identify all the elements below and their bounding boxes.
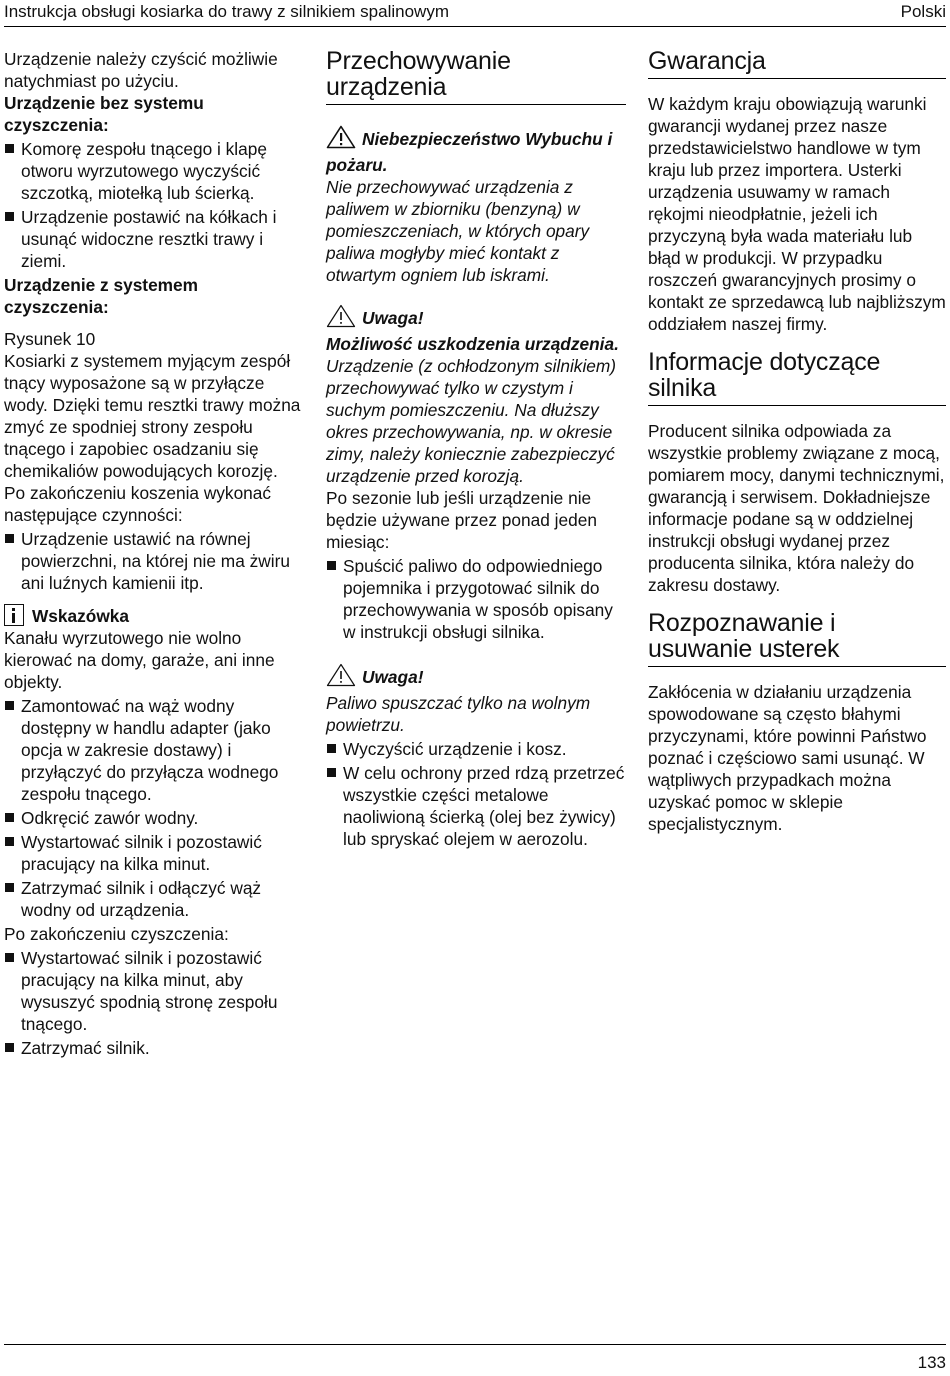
warning-triangle-icon [326,663,356,692]
list-item: Odkręcić zawór wodny. [4,807,304,829]
list-item: Spuścić paliwo do odpowiedniego pojemnika i przygotować silnik do przechowywania w sposób opisany w instrukcji obsługi silnika. [326,555,626,643]
warning-triangle-icon [326,304,356,333]
caution-text: Paliwo spuszczać tylko na wolnym powietrzu. [326,693,591,735]
no-system-list [4,138,304,272]
season-list [326,555,626,643]
engine-text: Producent silnika odpowiada za wszystkie problemy związane z mocą, pomiarem mocy, danymi technicznymi, gwarancją i serwisem. Dokładniejsze informacje podane są w oddzielnej instrukcji obsługi wydanej przez producenta silnika, która należy do zakresu dostawy. [648,421,945,595]
list-item: Zamontować na wąż wodny dostępny w handlu adapter (jako opcja w zakresie dostawy) i przyłączyć do przyłącza wodnego zespołu tnącego. [4,695,304,805]
list-item: Zatrzymać silnik. [4,1037,304,1059]
footer-divider [4,1344,946,1345]
note-text: Kanału wyrzutowego nie wolno kierować na domy, garaże, ani inne objekty. [4,628,275,692]
list-item: Wystartować silnik i pozostawić pracujący na kilka minut, aby wysuszyć spodnią stronę zespołu tnącego. [4,947,304,1035]
after-cleaning-list [4,947,304,1059]
page-number: 133 [917,1353,946,1372]
language-label: Polski [900,2,946,21]
danger-block [326,125,626,176]
column-warranty [648,48,946,835]
warning-triangle-icon [326,125,356,154]
caution-subtitle: Możliwość uszkodzenia urządzenia. [326,334,619,354]
with-system-heading: Urządzenie z systemem czyszczenia: [4,275,199,317]
warranty-heading: Gwarancja [648,48,946,79]
info-icon [4,604,24,626]
danger-text: Nie przechowywać urządzenia z paliwem w zbiorniku (benzyną) w pomieszczeniach, w których opary paliwa mogłyby mieć kontakt z otwartym ogniem lub iskrami. [326,177,590,285]
engine-heading: Informacje dotyczące silnika [648,349,946,406]
cleaning-steps-list [4,695,304,921]
season-text: Po sezonie lub jeśli urządzenie nie będzie używane przez ponad jeden miesiąc: [326,488,597,552]
storage-heading: Przechowywanie urządzenia [326,48,626,105]
after-mowing-text: Po zakończeniu koszenia wykonać następujące czynności: [4,483,272,525]
page-header [4,0,946,27]
caution-title: Uwaga! [362,667,424,687]
list-item: Zatrzymać silnik i odłączyć wąż wodny od urządzenia. [4,877,304,921]
note-block [4,604,304,627]
figure-reference: Rysunek 10 [4,329,96,349]
list-item: Urządzenie postawić na kółkach i usunąć widoczne resztki trawy i ziemi. [4,206,304,272]
list-item: Komorę zespołu tnącego i klapę otworu wyrzutowego wyczyścić szczotką, miotełką lub ścierką. [4,138,304,204]
caution-block-2 [326,663,626,692]
list-item: Urządzenie ustawić na równej powierzchni, na której nie ma żwiru ani luźnych kamienii itp. [4,528,304,594]
final-steps-list [326,738,626,850]
after-mowing-list [4,528,304,594]
column-storage [326,48,626,852]
note-title: Wskazówka [32,606,130,626]
no-system-heading: Urządzenie bez systemu czyszczenia: [4,93,204,135]
list-item: Wystartować silnik i pozostawić pracujący na kilka minut. [4,831,304,875]
troubleshooting-heading: Rozpoznawanie i usuwanie usterek [648,610,946,667]
caution-text: Urządzenie (z ochłodzonym silnikiem) przechowywać tylko w czystym i suchym pomieszczeniu. Na dłuższy okres przechowywania, np. w okresie zimy, należy koniecznie zabezpieczyć urządzenie przed korozją. [326,356,617,486]
with-system-text: Kosiarki z systemem myjącym zespół tnący wyposażone są w przyłącze wody. Dzięki temu resztki trawy można zmyć ze spodniej strony zespołu tnącego i zapobiec osadzaniu się chemikaliów powodujących korozję. [4,351,301,481]
cleaning-intro: Urządzenie należy czyścić możliwie natychmiast po użyciu. [4,49,278,91]
after-cleaning-text: Po zakończeniu czyszczenia: [4,924,229,944]
warranty-text: W każdym kraju obowiązują warunki gwarancji wydanej przez nasze przedstawicielstwo handlowe w tym kraju lub przez importera. Usterki urządzenia usuwamy w ramach rękojmi nieodpłatnie, jeżeli ich przyczyną była wada materiału lub błąd w produkcji. W przypadku roszczeń gwarancyjnych prosimy o kontakt ze sprzedawcą lub najbliższym oddziałem naszej firmy. [648,94,946,334]
caution-title: Uwaga! [362,308,424,328]
troubleshooting-text: Zakłócenia w działaniu urządzenia spowodowane są często błahymi przyczynami, które powinni Państwo poznać i częściowo sami usunąć. W wątpliwych przypadkach można uzyskać pomoc w sklepie specjalistycznym. [648,682,927,834]
column-cleaning [4,48,304,1061]
caution-block [326,304,626,333]
danger-title: Niebezpieczeństwo Wybuchu i pożaru. [326,129,613,175]
manual-title: Instrukcja obsługi kosiarka do trawy z silnikiem spalinowym [4,2,449,21]
list-item: Wyczyścić urządzenie i kosz. [326,738,626,760]
list-item: W celu ochrony przed rdzą przetrzeć wszystkie części metalowe naoliwioną ścierką (olej bez żywicy) lub spryskać olejem w aerozolu. [326,762,626,850]
